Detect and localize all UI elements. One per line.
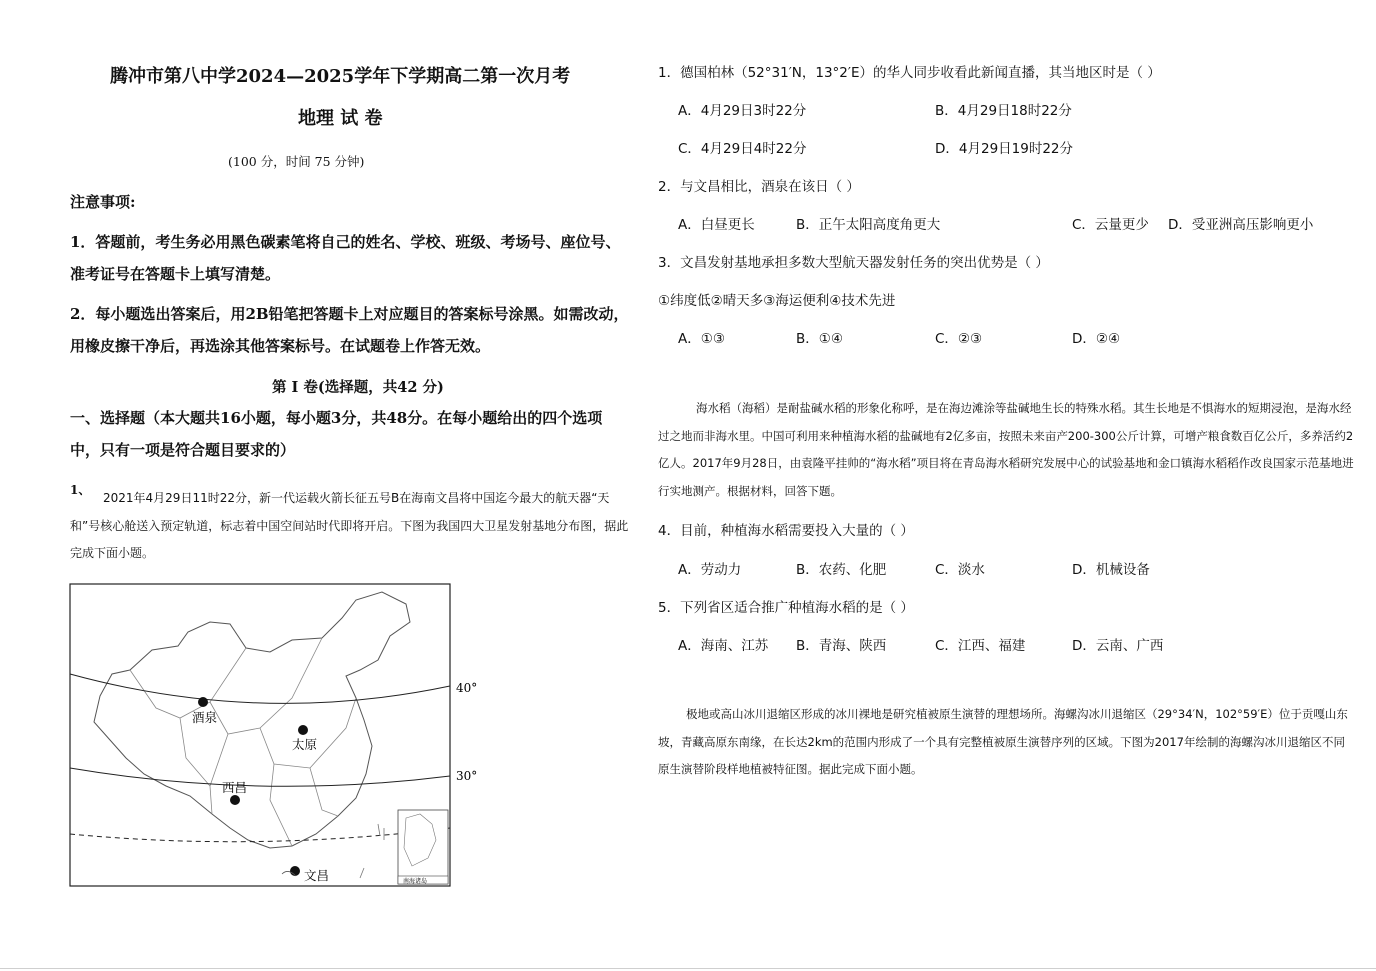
q2-option-c[interactable]: C．云量更少	[1072, 217, 1149, 233]
q4-stem: 4．目前，种植海水稻需要投入大量的（ ）	[658, 523, 914, 539]
notice-item-2: 2．每小题选出答案后，用2B铅笔把答题卡上对应题目的答案标号涂黑。如需改动，用橡皮擦干净后，再选涂其他答案标号。在试题卷上作答无效。	[70, 305, 629, 355]
map-frame	[70, 584, 450, 886]
taiyuan-label: 太原	[292, 737, 318, 752]
q5-option-c[interactable]: C．江西、福建	[935, 638, 1026, 654]
section-title: 第 I 卷(选择题，共42 分)	[272, 379, 444, 396]
q4-option-d[interactable]: D．机械设备	[1072, 562, 1150, 578]
q4-option-b[interactable]: B．农药、化肥	[796, 562, 887, 578]
section-instruction: 一、选择题（本大题共16小题，每小题3分，共48分。在每小题给出的四个选项中，只有一项是符合题目要求的）	[70, 409, 603, 459]
passage-glacier: 极地或高山冰川退缩区形成的冰川裸地是研究植被原生演替的理想场所。海螺沟冰川退缩区（29°34′N，102°59′E）位于贡嘎山东坡，青藏高原东南缘，在长达2km的范围内形成了一个具有完整植被原生演替序列的区域。下图为2017年绘制的海螺沟冰川退缩区不同原生演替阶段样地植被特征图。据此完成下面小题。	[658, 707, 1348, 776]
passage-sea-rice: 海水稻（海稻）是耐盐碱水稻的形象化称呼，是在海边滩涂等盐碱地生长的特殊水稻。其生长地是不惧海水的短期浸泡，是海水经过之地而非海水里。中国可利用来种植海水稻的盐碱地有2亿多亩，按照未来亩产200-300公斤计算，可增产粮食数百亿公斤，多养活约2亿人。2017年9月28日，由袁隆平挂帅的“海水稻”项目将在青岛海水稻研究发展中心的试验基地和金口镇海水稻稻作改良国家示范基地进行实地测产。根据材料，回答下题。	[658, 401, 1354, 498]
notice-item-1: 1．答题前，考生务必用黑色碳素笔将自己的姓名、学校、班级、考场号、座位号、准考证号在答题卡上填写清楚。	[70, 233, 621, 283]
page-bottom-divider	[0, 968, 1376, 969]
exam-subtitle: 地理 试 卷	[298, 108, 383, 129]
exam-title: 腾冲市第八中学2024—2025学年下学期高二第一次月考	[110, 66, 571, 87]
jiuquan-label: 酒泉	[192, 710, 218, 725]
wenchang-label: 文昌	[304, 868, 330, 883]
inset-label: 南海诸岛	[403, 878, 428, 885]
q1-stem: 1．德国柏林（52°31′N，13°2′E）的华人同步收看此新闻直播，其当地区时是（ ）	[658, 65, 1161, 81]
score-time: (100 分，时间 75 分钟)	[228, 154, 365, 169]
q5-option-a[interactable]: A．海南、江苏	[678, 638, 769, 654]
intro-passage: 2021年4月29日11时22分，新一代运载火箭长征五号B在海南文昌将中国迄今最大的航天器“天和”号核心舱送入预定轨道，标志着中国空间站时代即将开启。下图为我国四大卫星发射基地分布图，据此完成下面小题。	[70, 491, 629, 560]
q4-option-c[interactable]: C．淡水	[935, 562, 985, 578]
q3-option-a[interactable]: A．①③	[678, 331, 725, 347]
q3-stem: 3．文昌发射基地承担多数大型航天器发射任务的突出优势是（ ）	[658, 255, 1049, 271]
wenchang-dot	[290, 866, 300, 876]
q2-stem: 2．与文昌相比，酒泉在该日（ ）	[658, 179, 860, 195]
q4-option-a[interactable]: A．劳动力	[678, 562, 742, 578]
q2-option-a[interactable]: A．白昼更长	[678, 217, 755, 233]
intro-number: 1、	[70, 483, 91, 497]
q1-option-b[interactable]: B．4月29日18时22分	[935, 103, 1072, 119]
notice-heading: 注意事项:	[70, 193, 136, 211]
xichang-dot	[230, 795, 240, 805]
q5-option-b[interactable]: B．青海、陕西	[796, 638, 887, 654]
xichang-label: 西昌	[222, 780, 248, 795]
q3-option-c[interactable]: C．②③	[935, 331, 983, 347]
q1-option-a[interactable]: A．4月29日3时22分	[678, 103, 807, 119]
q5-stem: 5．下列省区适合推广种植海水稻的是（ ）	[658, 600, 914, 616]
q1-option-c[interactable]: C．4月29日4时22分	[678, 141, 807, 157]
q3-option-d[interactable]: D．②④	[1072, 331, 1121, 347]
q1-option-d[interactable]: D．4月29日19时22分	[935, 141, 1074, 157]
q3-note: ①纬度低②晴天多③海运便利④技术先进	[658, 293, 896, 309]
q2-option-d[interactable]: D．受亚洲高压影响更小	[1168, 217, 1314, 233]
taiyuan-dot	[298, 725, 308, 735]
launch-sites-map	[60, 578, 490, 893]
lat-40-label: 40°	[456, 681, 478, 695]
jiuquan-dot	[198, 697, 208, 707]
q5-option-d[interactable]: D．云南、广西	[1072, 638, 1164, 654]
q2-option-b[interactable]: B．正午太阳高度角更大	[796, 217, 941, 233]
lat-30-label: 30°	[456, 769, 478, 783]
q3-option-b[interactable]: B．①④	[796, 331, 843, 347]
